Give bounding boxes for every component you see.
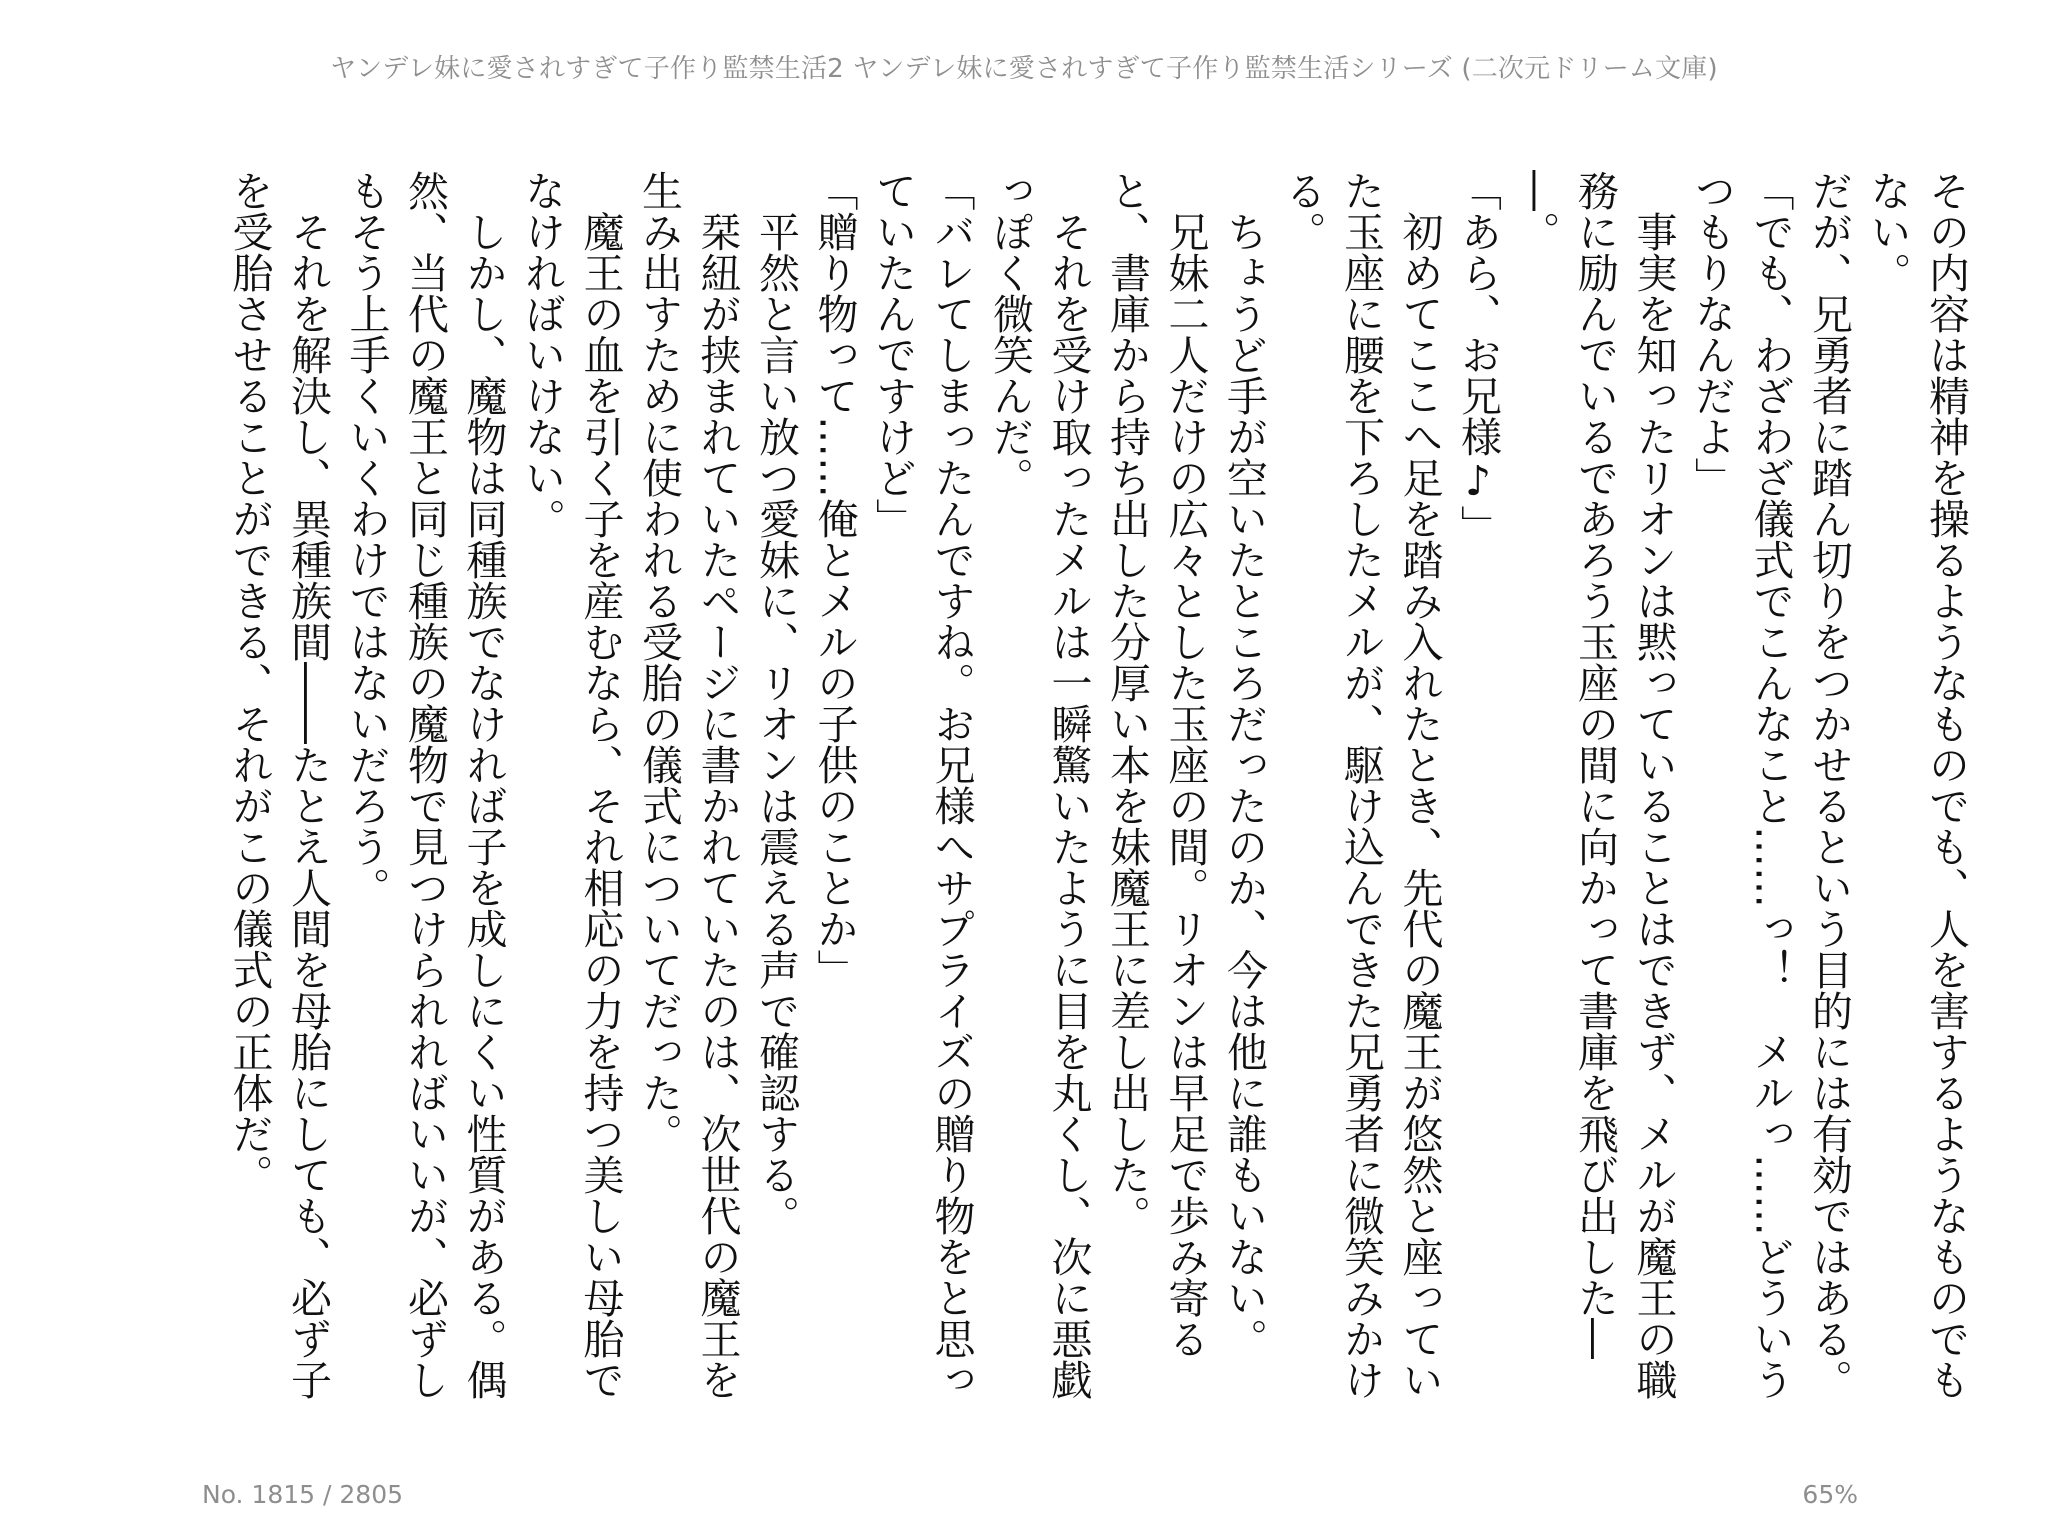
- paragraph: だが、兄勇者に踏ん切りをつかせるという目的には有効ではある。: [1805, 170, 1853, 1400]
- paragraph: 初めてここへ足を踏み入れたとき、先代の魔王が悠然と座っていた玉座に腰を下ろしたメルが、駆け込んできた兄勇者に微笑みかける。: [1278, 170, 1444, 1400]
- reading-pane[interactable]: [220, 170, 1970, 1420]
- vertical-text-column: [220, 170, 1975, 1420]
- paragraph: 平然と言い放つ愛妹に、リオンは震える声で確認する。: [752, 211, 800, 1236]
- paragraph: 事実を知ったリオンは黙っていることはできず、メルが魔王の職務に励んでいるであろう玉座の間に向かって書庫を飛び出した――。: [1512, 170, 1678, 1400]
- paragraph: 魔王の血を引く子を産むなら、それ相応の力を持つ美しい母胎でなければいけない。: [518, 170, 625, 1400]
- paragraph: 兄妹二人だけの広々とした玉座の間。リオンは早足で歩み寄ると、書庫から持ち出した分厚い本を妹魔王に差し出した。: [1103, 170, 1210, 1359]
- paragraph: それを解決し、異種族間――たとえ人間を母胎にしても、必ず子を受胎させることができる、それがこの儀式の正体だ。: [225, 170, 332, 1400]
- paragraph: その内容は精神を操るようなものでも、人を害するようなものでもない。: [1863, 170, 1970, 1400]
- paragraph: 「バレてしまったんですね。お兄様へサプライズの贈り物をと思っていたんですけど」: [869, 170, 976, 1400]
- paragraph: 「あら、お兄様♪」: [1454, 170, 1502, 546]
- progress-percent: 65%: [1802, 1480, 1858, 1509]
- paragraph: 栞紐が挟まれていたページに書かれていたのは、次世代の魔王を生み出すために使われる受胎の儀式についてだった。: [635, 170, 742, 1400]
- paragraph: 「贈り物って……俺とメルの子供のことか」: [810, 170, 859, 990]
- paragraph: 「でも、わざわざ儀式でこんなこと……っ！ メルっ……どういうつもりなんだよ」: [1688, 170, 1795, 1400]
- paragraph: しかし、魔物は同種族でなければ子を成しにくい性質がある。偶然、当代の魔王と同じ種族の魔物で見つけられればいいが、必ずしもそう上手くいくわけではないだろう。: [342, 170, 508, 1400]
- paragraph: それを受け取ったメルは一瞬驚いたように目を丸くし、次に悪戯っぽく微笑んだ。: [986, 170, 1093, 1400]
- location-indicator: No. 1815 / 2805: [202, 1480, 404, 1509]
- paragraph: ちょうど手が空いたところだったのか、今は他に誰もいない。: [1220, 211, 1268, 1359]
- book-title: ヤンデレ妹に愛されすぎて子作り監禁生活2 ヤンデレ妹に愛されすぎて子作り監禁生活シリーズ (二次元ドリーム文庫): [330, 54, 1718, 84]
